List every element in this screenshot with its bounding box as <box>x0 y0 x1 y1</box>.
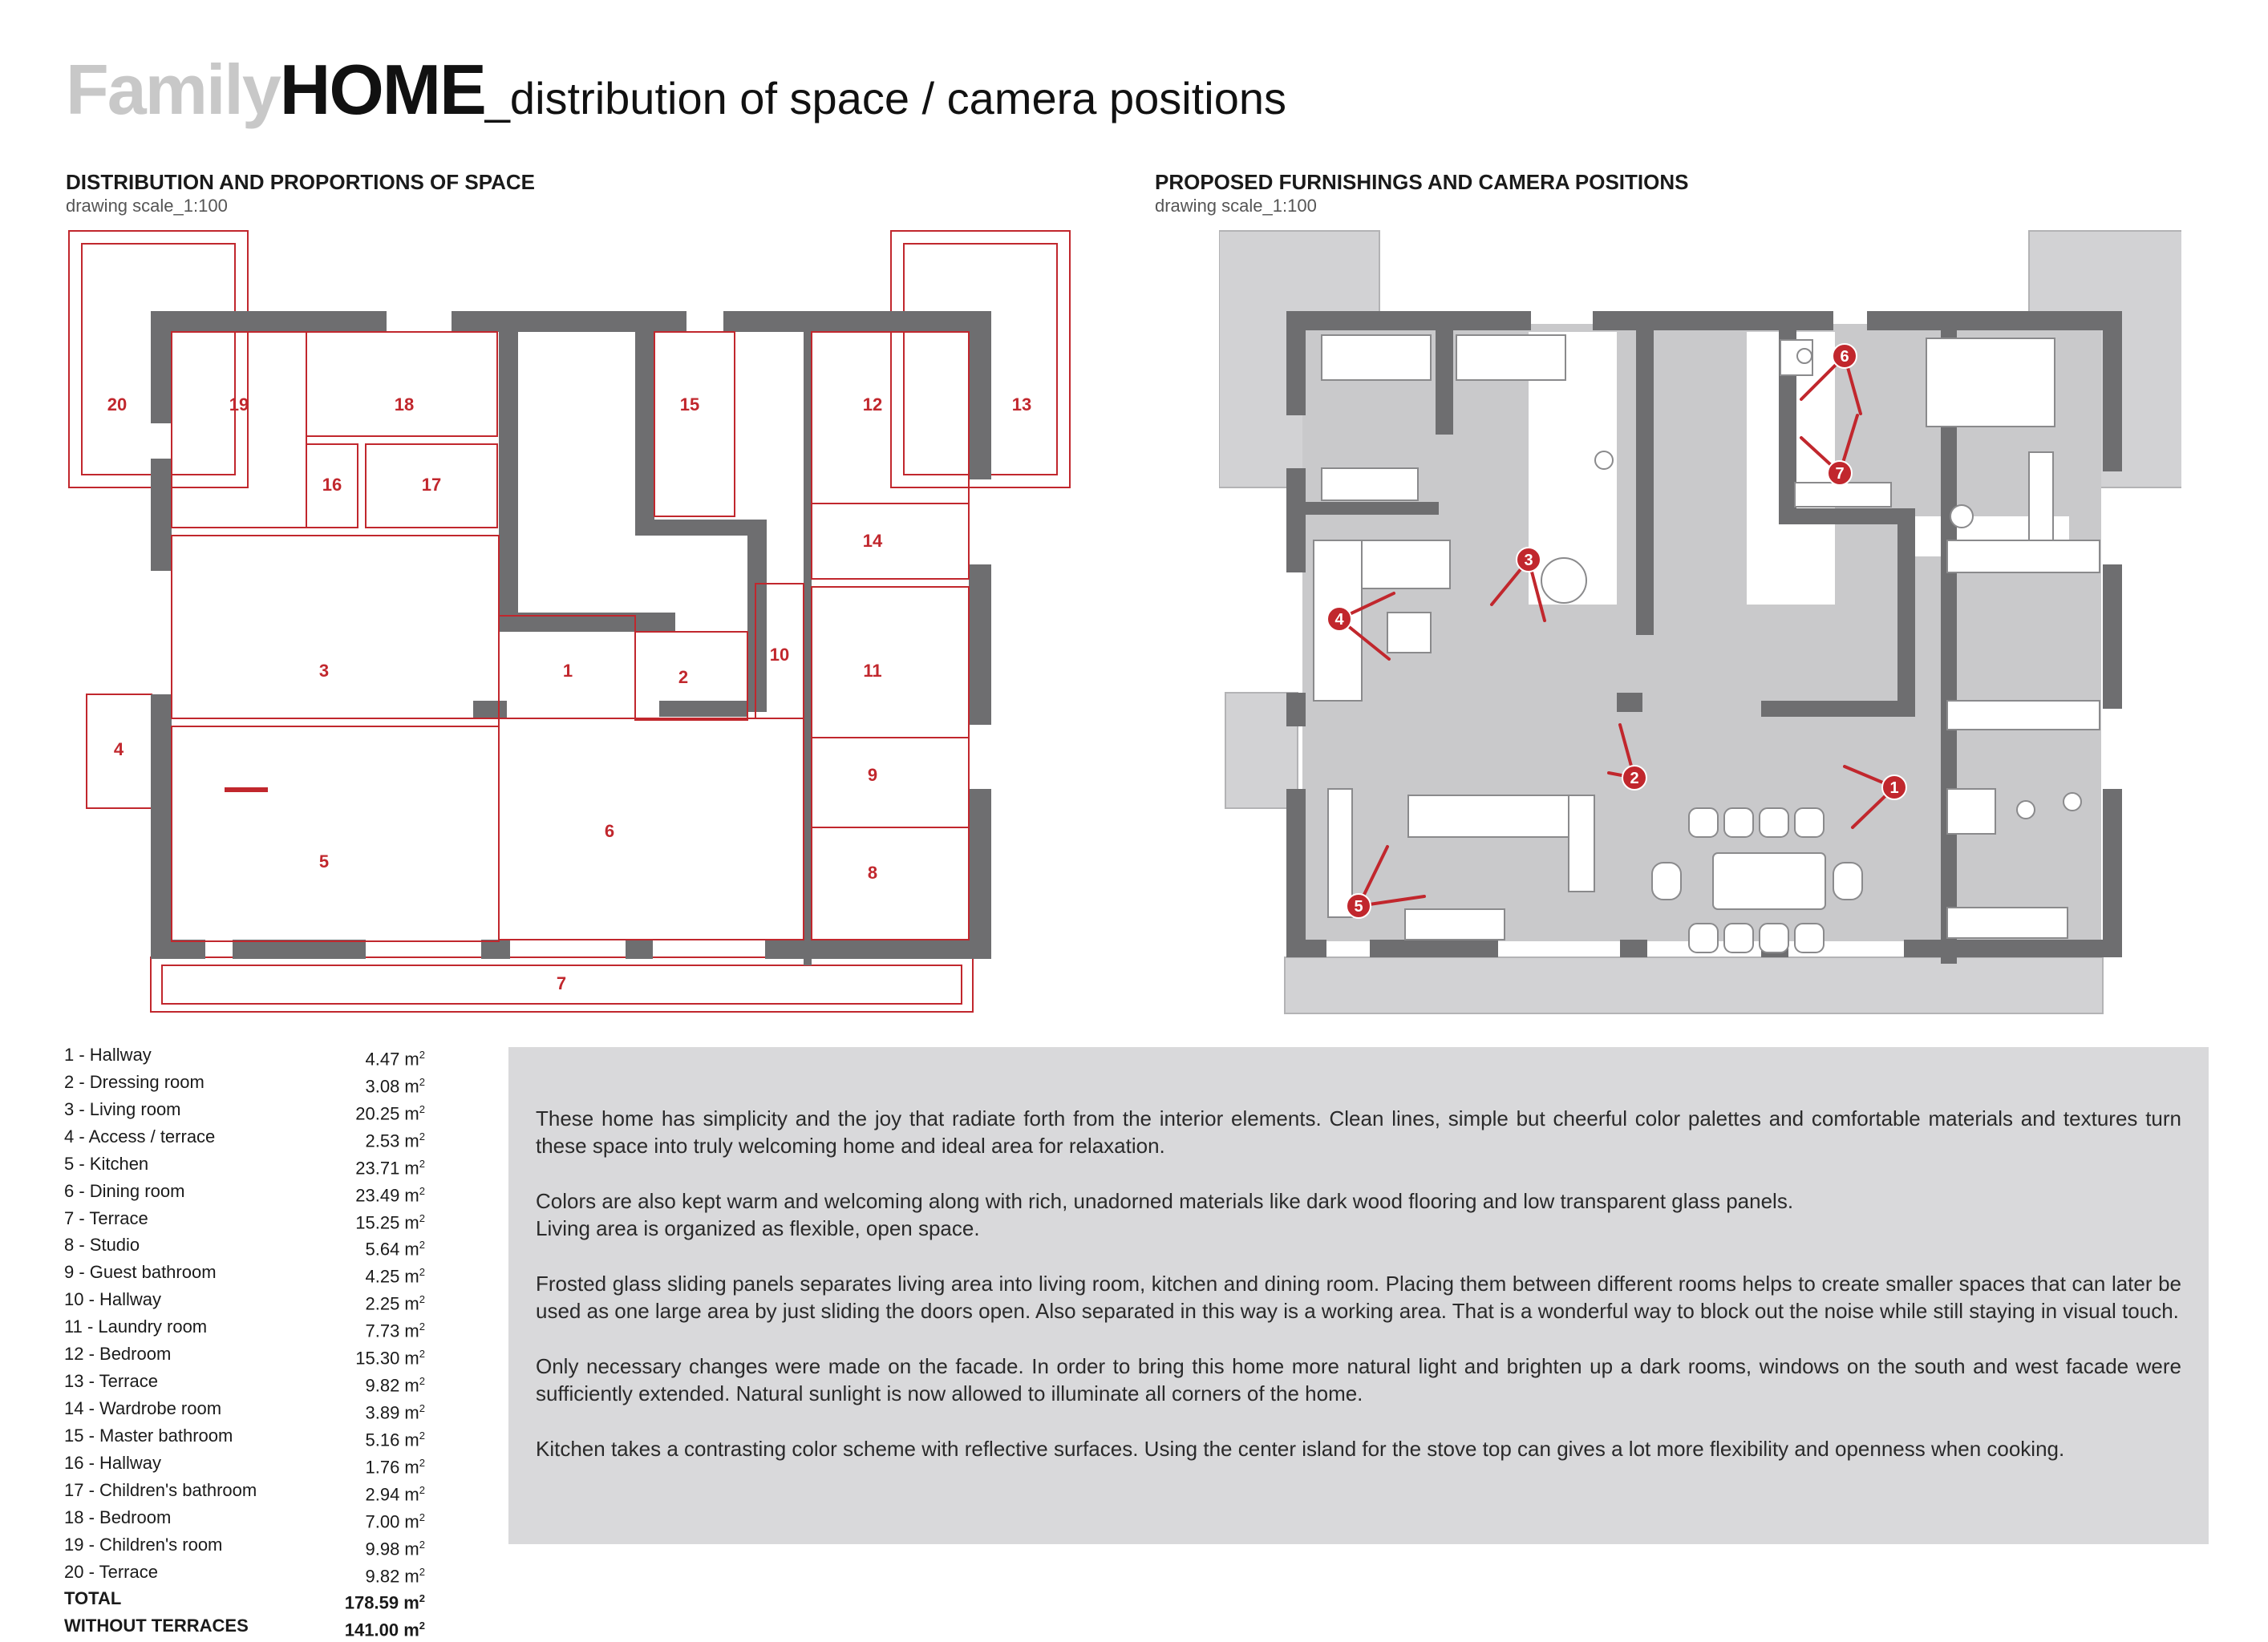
kitchen-counter <box>1328 789 1352 917</box>
armchair <box>1541 558 1586 603</box>
room-row <box>64 1425 425 1452</box>
room-area-value: 15.25 m <box>355 1211 419 1232</box>
rwall-i9 <box>1617 693 1642 712</box>
rwall-i1 <box>1436 330 1453 435</box>
room-area <box>366 1534 426 1561</box>
rwall-w3 <box>1286 693 1306 726</box>
wall-north-3 <box>723 311 991 332</box>
rwall-i2 <box>1636 330 1654 635</box>
room-name: 17 - Children's bathroom <box>64 1479 257 1500</box>
room-name: 2 - Dressing room <box>64 1071 205 1092</box>
left-section-heading: DISTRIBUTION AND PROPORTIONS OF SPACE <box>66 170 536 194</box>
wall-int-5 <box>747 520 767 712</box>
room-row <box>64 1452 425 1479</box>
room-area-value: 7.00 m <box>365 1511 419 1531</box>
rwall-e2 <box>2103 564 2122 709</box>
room-area-value: 5.16 m <box>365 1430 419 1450</box>
room-area <box>345 1587 425 1615</box>
rwall-n3 <box>1867 311 2122 330</box>
room-row <box>64 1207 425 1235</box>
camera-label-4: 4 <box>1334 611 1344 629</box>
room-name: 8 - Studio <box>64 1235 140 1256</box>
area-unit-exponent: 2 <box>419 1538 425 1551</box>
room-row <box>64 1316 425 1343</box>
room-row <box>64 1561 425 1588</box>
wardrobe <box>1947 540 2100 572</box>
room-area <box>355 1098 425 1126</box>
total-row <box>64 1615 425 1642</box>
wall-south-4 <box>626 940 653 959</box>
rwall-i6 <box>1761 701 1914 717</box>
room-name: 12 - Bedroom <box>64 1344 172 1365</box>
desk-1 <box>1322 468 1418 500</box>
wall-int-4 <box>635 520 755 536</box>
rwall-w2 <box>1286 468 1306 572</box>
right-section-scale: drawing scale_1:100 <box>1155 196 1317 216</box>
wall-south-5 <box>765 940 991 959</box>
master-bed <box>1926 338 2055 427</box>
area-unit-exponent: 2 <box>419 1293 425 1306</box>
area-unit-exponent: 2 <box>419 1049 425 1061</box>
description-paragraph: Frosted glass sliding panels separates living area into living room, kitchen and dining room. Placing them between different rooms helps to create smaller spaces that can later be used as one large area by just sliding the doors open. Also separated in this way is a working area. That is a wonderful way to block out the noise while still staying in visual touch. <box>536 1272 2181 1323</box>
area-unit-exponent: 2 <box>419 1266 425 1279</box>
room-name: 10 - Hallway <box>64 1289 162 1310</box>
wall-west-1 <box>151 311 172 423</box>
area-unit-exponent: 2 <box>419 1483 425 1496</box>
studio-desk <box>1947 908 2068 938</box>
guest-bed <box>1456 335 1565 380</box>
area-unit-exponent: 2 <box>419 1102 425 1115</box>
description-paragraph: These home has simplicity and the joy that radiate forth from the interior elements. Clean lines, simple but cheerful color palettes and comfortable materials and textures turn these space into truly welcoming home and ideal area for relaxation. <box>536 1106 2181 1158</box>
room-area-value: 3.08 m <box>365 1076 419 1097</box>
bath-counter <box>1795 483 1891 507</box>
room-row <box>64 1343 425 1370</box>
room-area-value: 7.73 m <box>365 1320 419 1341</box>
room-area <box>366 1234 426 1261</box>
left-section-scale: drawing scale_1:100 <box>66 196 228 216</box>
camera-label-6: 6 <box>1840 348 1849 366</box>
room-area <box>366 1316 426 1343</box>
room-area-value: 4.25 m <box>365 1266 419 1287</box>
room-area-value: 178.59 m <box>344 1592 419 1613</box>
room-row <box>64 1479 425 1507</box>
camera-label-2: 2 <box>1630 770 1639 787</box>
room-11-outline <box>812 587 969 738</box>
space-distribution-plan <box>64 228 1075 1021</box>
area-unit-exponent: 2 <box>419 1456 425 1469</box>
area-unit-exponent: 2 <box>419 1375 425 1388</box>
rwall-n1 <box>1286 311 1531 330</box>
side-cabinet <box>2029 452 2053 540</box>
wall-west-4 <box>151 726 172 959</box>
area-unit-exponent: 2 <box>419 1211 425 1224</box>
room-area <box>355 1343 425 1370</box>
room-area-value: 5.64 m <box>365 1239 419 1260</box>
room-name: 13 - Terrace <box>64 1371 158 1392</box>
room-label-11: 11 <box>863 661 882 681</box>
child-bed <box>1322 335 1431 380</box>
area-unit-exponent: 2 <box>419 1401 425 1414</box>
room-name: 16 - Hallway <box>64 1452 162 1473</box>
shower <box>1947 789 1995 834</box>
wall-south-2 <box>233 940 366 959</box>
rwall-w4 <box>1286 789 1306 957</box>
room-9-outline <box>812 738 969 827</box>
chair-6 <box>1724 924 1753 952</box>
room-label-9: 9 <box>867 765 878 785</box>
room-area-value: 141.00 m <box>344 1620 419 1640</box>
terrace-south <box>1285 957 2103 1013</box>
room-area <box>366 1071 426 1098</box>
room-area-value: 23.49 m <box>355 1184 419 1205</box>
room-name: 15 - Master bathroom <box>64 1425 233 1446</box>
room-area <box>355 1207 425 1235</box>
room-label-12: 12 <box>862 394 883 415</box>
area-unit-exponent: 2 <box>419 1592 425 1605</box>
room-area-value: 9.98 m <box>365 1538 419 1559</box>
rwall-i5 <box>1897 508 1915 717</box>
room-label-5: 5 <box>318 851 330 872</box>
wall-east-1 <box>969 311 991 479</box>
room-area <box>366 1126 426 1153</box>
room-row <box>64 1126 425 1153</box>
rwall-s2 <box>1370 940 1498 957</box>
room-area <box>366 1288 426 1316</box>
room-label-14: 14 <box>862 531 883 551</box>
room-row <box>64 1397 425 1425</box>
room-area-value: 9.82 m <box>365 1375 419 1396</box>
chair-8 <box>1795 924 1824 952</box>
room-area <box>355 1153 425 1180</box>
area-unit-exponent: 2 <box>419 1620 425 1632</box>
camera-label-5: 5 <box>1354 898 1363 916</box>
room-label-13: 13 <box>1011 394 1032 415</box>
chair-1 <box>1689 808 1718 837</box>
wall-east-3 <box>969 789 991 959</box>
room-name: 4 - Access / terrace <box>64 1126 216 1147</box>
area-unit-exponent: 2 <box>419 1157 425 1170</box>
room-name: 19 - Children's room <box>64 1534 223 1555</box>
room-label-19: 19 <box>229 394 249 415</box>
dining-table <box>1713 853 1825 909</box>
room-15-outline <box>654 332 735 516</box>
chair-7 <box>1760 924 1788 952</box>
area-unit-exponent: 2 <box>419 1429 425 1442</box>
area-unit-exponent: 2 <box>419 1130 425 1143</box>
rwall-i4 <box>1779 508 1907 524</box>
room-area-table <box>64 1044 425 1642</box>
room-area <box>366 1261 426 1288</box>
rwall-s3 <box>1620 940 1647 957</box>
room-name: 5 - Kitchen <box>64 1153 149 1174</box>
room-outlines <box>172 332 969 941</box>
description-paragraph: Only necessary changes were made on the facade. In order to bring this home more natural light and brighten up a dark rooms, windows on the south and west facade were sufficiently extended. Natural sunlight is now allowed to illuminate all corners of the home. <box>536 1354 2181 1405</box>
rwall-e3 <box>2103 789 2122 957</box>
room-area-value: 23.71 m <box>355 1158 419 1179</box>
room-area <box>366 1397 426 1425</box>
room-label-2: 2 <box>678 667 689 687</box>
room-name: 3 - Living room <box>64 1098 181 1119</box>
room-row <box>64 1180 425 1207</box>
area-unit-exponent: 2 <box>419 1565 425 1578</box>
room-6-outline <box>499 718 804 940</box>
camera-label-3: 3 <box>1524 552 1533 569</box>
room-label-16: 16 <box>322 475 342 495</box>
room-area-value: 2.94 m <box>365 1484 419 1505</box>
page-title <box>66 50 1286 129</box>
room-area <box>355 1180 425 1207</box>
rwall-s1 <box>1286 940 1326 957</box>
room-area-value: 15.30 m <box>355 1348 419 1369</box>
title-family: Family <box>66 50 280 129</box>
furnishing-camera-plan <box>1219 228 2181 1021</box>
area-unit-exponent: 2 <box>419 1320 425 1333</box>
wall-north-1 <box>151 311 387 332</box>
room-area-value: 4.47 m <box>365 1049 419 1070</box>
room-label-1: 1 <box>562 661 573 681</box>
wall-int-7 <box>804 332 812 965</box>
room-label-15: 15 <box>679 394 700 415</box>
chair-5 <box>1689 924 1718 952</box>
wall-west-3 <box>151 694 172 726</box>
room-label-17: 17 <box>421 475 442 495</box>
room-area <box>366 1507 426 1534</box>
room-8-outline <box>812 827 969 940</box>
room-number-labels <box>107 394 1031 993</box>
room-14-outline <box>812 504 969 579</box>
kitchen-counter-mark <box>225 787 268 792</box>
description-paragraph: Colors are also kept warm and welcoming along with rich, unadorned materials like dark wood flooring and low transparent glass panels. Living area is organized as flexible, open space. <box>536 1189 1794 1240</box>
room-row <box>64 1071 425 1098</box>
room-19-outline <box>172 332 306 528</box>
room-5-outline <box>172 726 499 941</box>
area-unit-exponent: 2 <box>419 1184 425 1197</box>
kitchen-island <box>1408 795 1594 837</box>
wall-int-6 <box>659 701 747 717</box>
room-row <box>64 1534 425 1561</box>
room-name: 1 - Hallway <box>64 1045 152 1065</box>
laundry-counter <box>1947 701 2100 730</box>
room-name: 9 - Guest bathroom <box>64 1262 217 1283</box>
toilet-3 <box>2063 793 2081 811</box>
wall-int-1 <box>499 332 518 629</box>
wall-int-3 <box>635 332 654 524</box>
room-area-value: 1.76 m <box>365 1457 419 1478</box>
room-label-3: 3 <box>318 661 330 681</box>
room-name: 18 - Bedroom <box>64 1507 172 1527</box>
chair-bedroom <box>1950 505 1973 528</box>
room-row <box>64 1370 425 1397</box>
room-name: 14 - Wardrobe room <box>64 1397 222 1418</box>
sink-1 <box>2017 801 2035 819</box>
kitchen-counter-2 <box>1405 909 1505 940</box>
room-label-8: 8 <box>867 863 878 883</box>
toilet-1 <box>1797 349 1812 363</box>
room-row <box>64 1234 425 1261</box>
chair-2 <box>1724 808 1753 837</box>
area-unit-exponent: 2 <box>419 1239 425 1252</box>
room-row <box>64 1507 425 1534</box>
room-name: 6 - Dining room <box>64 1180 185 1201</box>
room-area <box>366 1479 426 1507</box>
area-unit-exponent: 2 <box>419 1075 425 1088</box>
room-area-value: 20.25 m <box>355 1103 419 1124</box>
room-area <box>366 1370 426 1397</box>
room-name: 20 - Terrace <box>64 1561 158 1582</box>
room-area <box>366 1425 426 1452</box>
description-box <box>508 1047 2209 1544</box>
rwall-e1 <box>2103 311 2122 471</box>
room-label-7: 7 <box>556 973 567 993</box>
room-area <box>366 1561 426 1588</box>
chair-4 <box>1795 808 1824 837</box>
rwall-w1 <box>1286 311 1306 415</box>
room-name: WITHOUT TERRACES <box>64 1616 249 1636</box>
total-row <box>64 1587 425 1615</box>
wall-north-2 <box>452 311 686 332</box>
room-area-value: 2.25 m <box>365 1293 419 1314</box>
room-area <box>366 1044 426 1071</box>
room-area <box>345 1615 425 1642</box>
room-label-10: 10 <box>769 645 790 665</box>
coffee-table <box>1387 613 1431 653</box>
room-area <box>366 1452 426 1479</box>
room-3-outline <box>172 536 499 718</box>
toilet-2 <box>1595 451 1613 469</box>
room-area-value: 3.89 m <box>365 1402 419 1423</box>
room-area-value: 2.53 m <box>365 1130 419 1151</box>
right-section-heading: PROPOSED FURNISHINGS AND CAMERA POSITIONS <box>1155 170 1689 194</box>
title-home: HOME <box>279 50 485 129</box>
room-row <box>64 1153 425 1180</box>
camera-label-1: 1 <box>1889 779 1899 797</box>
wall-south-3 <box>481 940 510 959</box>
room-row <box>64 1288 425 1316</box>
chair-end-1 <box>1652 863 1681 900</box>
wall-int-8 <box>473 701 507 718</box>
chair-3 <box>1760 808 1788 837</box>
room-row <box>64 1044 425 1071</box>
room-row <box>64 1261 425 1288</box>
room-label-18: 18 <box>394 394 415 415</box>
room-label-20: 20 <box>107 394 128 415</box>
room-label-6: 6 <box>604 821 615 841</box>
rwall-n2 <box>1593 311 1833 330</box>
rwall-i8 <box>1302 502 1439 515</box>
room-name: 7 - Terrace <box>64 1207 148 1228</box>
description-paragraph: Kitchen takes a contrasting color scheme with reflective surfaces. Using the center island for the stove top can gives a lot more flexibility and openness when cooking. <box>536 1437 2065 1461</box>
wall-east-2 <box>969 564 991 725</box>
camera-label-7: 7 <box>1835 465 1845 483</box>
room-label-4: 4 <box>113 739 124 759</box>
title-rest: _distribution of space / camera positions <box>484 73 1286 123</box>
area-unit-exponent: 2 <box>419 1511 425 1523</box>
room-name: 11 - Laundry room <box>64 1316 208 1337</box>
area-unit-exponent: 2 <box>419 1348 425 1361</box>
room-area-value: 9.82 m <box>365 1565 419 1586</box>
chair-end-2 <box>1833 863 1862 900</box>
wall-south-1 <box>151 940 205 959</box>
kitchen-island-return <box>1569 795 1594 892</box>
wall-west-2 <box>151 459 172 571</box>
room-name: TOTAL <box>64 1588 122 1609</box>
room-row <box>64 1098 425 1126</box>
rwall-s5 <box>1904 940 2122 957</box>
room-18-outline <box>306 332 497 436</box>
